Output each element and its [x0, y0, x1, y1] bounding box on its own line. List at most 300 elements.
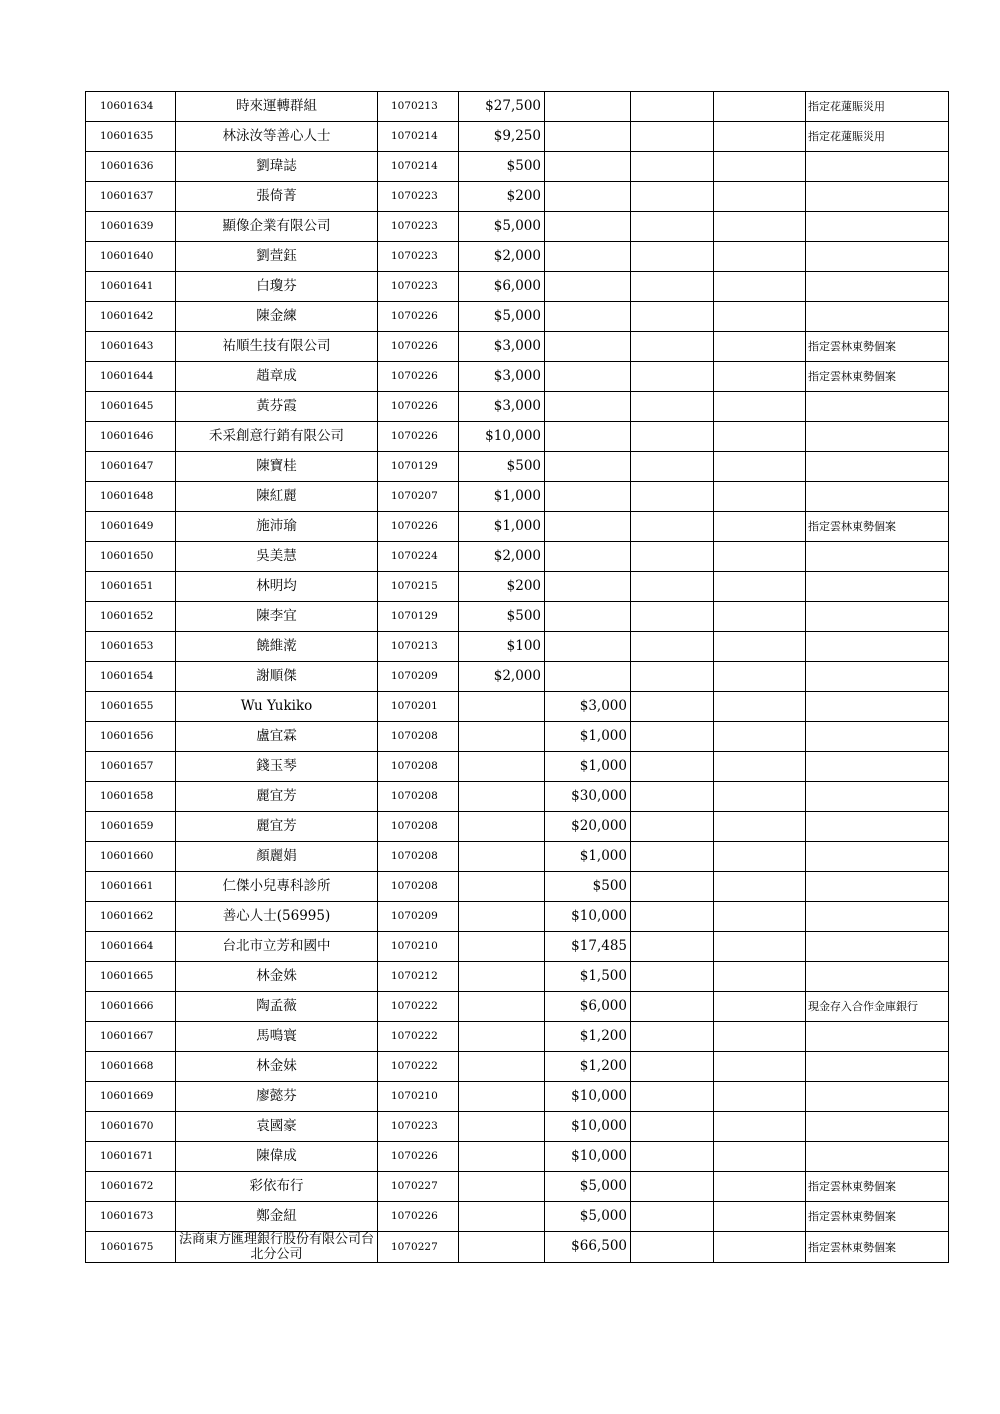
amount-cell-primary	[459, 1232, 545, 1263]
amount-cell-primary: $2,000	[459, 662, 545, 692]
empty-cell	[714, 182, 806, 212]
amount-cell-primary	[459, 992, 545, 1022]
donor-name-cell: 趙章成	[176, 362, 378, 392]
amount-cell-secondary: $1,500	[545, 962, 631, 992]
table-row	[86, 842, 949, 872]
receipt-number-cell: 10601653	[86, 632, 176, 662]
amount-cell-secondary: $3,000	[545, 692, 631, 722]
amount-cell-primary: $5,000	[459, 302, 545, 332]
note-cell: 指定花蓮賑災用	[806, 92, 949, 122]
empty-cell	[631, 392, 714, 422]
empty-cell	[631, 1202, 714, 1232]
table-row	[86, 152, 949, 182]
donor-name-cell: 陳偉成	[176, 1142, 378, 1172]
note-cell	[806, 572, 949, 602]
empty-cell	[714, 692, 806, 722]
note-cell	[806, 152, 949, 182]
note-cell	[806, 632, 949, 662]
empty-cell	[714, 1112, 806, 1142]
receipt-number-cell: 10601666	[86, 992, 176, 1022]
table-row	[86, 242, 949, 272]
amount-cell-primary	[459, 812, 545, 842]
donation-date-cell: 1070208	[378, 782, 459, 812]
donation-date-cell: 1070222	[378, 1022, 459, 1052]
empty-cell	[714, 662, 806, 692]
donor-name-cell: Wu Yukiko	[176, 692, 378, 722]
note-cell: 指定雲林東勢個案	[806, 332, 949, 362]
empty-cell	[631, 1232, 714, 1263]
empty-cell	[714, 1202, 806, 1232]
table-row	[86, 122, 949, 152]
empty-cell	[714, 992, 806, 1022]
donation-date-cell: 1070201	[378, 692, 459, 722]
empty-cell	[714, 902, 806, 932]
donation-date-cell: 1070214	[378, 152, 459, 182]
empty-cell	[631, 242, 714, 272]
table-row	[86, 1112, 949, 1142]
receipt-number-cell: 10601637	[86, 182, 176, 212]
amount-cell-primary	[459, 872, 545, 902]
empty-cell	[631, 992, 714, 1022]
receipt-number-cell: 10601657	[86, 752, 176, 782]
empty-cell	[631, 1112, 714, 1142]
empty-cell	[631, 632, 714, 662]
amount-cell-primary	[459, 1022, 545, 1052]
note-cell	[806, 1022, 949, 1052]
empty-cell	[714, 482, 806, 512]
amount-cell-secondary: $66,500	[545, 1232, 631, 1263]
table-row	[86, 332, 949, 362]
empty-cell	[631, 932, 714, 962]
donation-date-cell: 1070226	[378, 362, 459, 392]
amount-cell-secondary	[545, 362, 631, 392]
receipt-number-cell: 10601659	[86, 812, 176, 842]
amount-cell-primary: $3,000	[459, 392, 545, 422]
amount-cell-primary	[459, 842, 545, 872]
donor-name-cell: 林泳汝等善心人士	[176, 122, 378, 152]
donor-name-cell: 祐順生技有限公司	[176, 332, 378, 362]
amount-cell-secondary	[545, 332, 631, 362]
amount-cell-secondary	[545, 152, 631, 182]
donor-name-cell: 馬鳴寰	[176, 1022, 378, 1052]
empty-cell	[714, 302, 806, 332]
empty-cell	[714, 1022, 806, 1052]
empty-cell	[714, 152, 806, 182]
table-row	[86, 872, 949, 902]
table-row	[86, 662, 949, 692]
empty-cell	[714, 332, 806, 362]
donation-date-cell: 1070214	[378, 122, 459, 152]
empty-cell	[714, 542, 806, 572]
donor-name-cell: 謝順傑	[176, 662, 378, 692]
donor-name-cell: 劉萱鈺	[176, 242, 378, 272]
empty-cell	[714, 752, 806, 782]
amount-cell-secondary: $10,000	[545, 902, 631, 932]
note-cell	[806, 302, 949, 332]
table-row	[86, 1082, 949, 1112]
donor-name-cell: 時來運轉群組	[176, 92, 378, 122]
ledger-body	[86, 92, 949, 1263]
amount-cell-primary	[459, 692, 545, 722]
receipt-number-cell: 10601635	[86, 122, 176, 152]
amount-cell-secondary	[545, 542, 631, 572]
amount-cell-secondary: $500	[545, 872, 631, 902]
table-row	[86, 1022, 949, 1052]
note-cell: 指定花蓮賑災用	[806, 122, 949, 152]
note-cell: 指定雲林東勢個案	[806, 362, 949, 392]
empty-cell	[714, 1232, 806, 1263]
empty-cell	[631, 452, 714, 482]
empty-cell	[631, 542, 714, 572]
donation-date-cell: 1070213	[378, 632, 459, 662]
amount-cell-secondary: $30,000	[545, 782, 631, 812]
empty-cell	[714, 842, 806, 872]
receipt-number-cell: 10601648	[86, 482, 176, 512]
empty-cell	[631, 902, 714, 932]
donor-name-cell: 陳寶桂	[176, 452, 378, 482]
amount-cell-secondary	[545, 302, 631, 332]
note-cell	[806, 482, 949, 512]
donor-name-cell: 禾采創意行銷有限公司	[176, 422, 378, 452]
donor-name-cell: 袁國豪	[176, 1112, 378, 1142]
receipt-number-cell: 10601640	[86, 242, 176, 272]
donor-name-cell: 陶孟薇	[176, 992, 378, 1022]
amount-cell-primary: $2,000	[459, 542, 545, 572]
note-cell	[806, 722, 949, 752]
empty-cell	[631, 572, 714, 602]
donor-name-cell: 盧宜霖	[176, 722, 378, 752]
note-cell: 指定雲林東勢個案	[806, 1172, 949, 1202]
receipt-number-cell: 10601673	[86, 1202, 176, 1232]
empty-cell	[631, 1172, 714, 1202]
amount-cell-primary: $500	[459, 452, 545, 482]
note-cell	[806, 842, 949, 872]
donor-name-cell: 白瓊芬	[176, 272, 378, 302]
receipt-number-cell: 10601664	[86, 932, 176, 962]
empty-cell	[631, 152, 714, 182]
empty-cell	[714, 1172, 806, 1202]
receipt-number-cell: 10601656	[86, 722, 176, 752]
note-cell: 現金存入合作金庫銀行	[806, 992, 949, 1022]
donation-date-cell: 1070209	[378, 662, 459, 692]
amount-cell-primary	[459, 752, 545, 782]
donor-name-cell: 台北市立芳和國中	[176, 932, 378, 962]
donor-name-cell: 善心人士(56995)	[176, 902, 378, 932]
table-row	[86, 362, 949, 392]
receipt-number-cell: 10601636	[86, 152, 176, 182]
table-row	[86, 542, 949, 572]
amount-cell-secondary: $1,000	[545, 722, 631, 752]
receipt-number-cell: 10601651	[86, 572, 176, 602]
table-row	[86, 902, 949, 932]
donor-name-cell: 劉瑋誌	[176, 152, 378, 182]
donor-name-cell: 錢玉琴	[176, 752, 378, 782]
empty-cell	[631, 782, 714, 812]
empty-cell	[631, 602, 714, 632]
amount-cell-primary	[459, 932, 545, 962]
receipt-number-cell: 10601665	[86, 962, 176, 992]
donation-date-cell: 1070208	[378, 752, 459, 782]
donor-name-cell: 林明均	[176, 572, 378, 602]
receipt-number-cell: 10601641	[86, 272, 176, 302]
receipt-number-cell: 10601645	[86, 392, 176, 422]
donor-name-cell: 林金妹	[176, 1052, 378, 1082]
donor-name-cell: 麗宜芳	[176, 782, 378, 812]
receipt-number-cell: 10601650	[86, 542, 176, 572]
receipt-number-cell: 10601643	[86, 332, 176, 362]
donation-date-cell: 1070223	[378, 182, 459, 212]
receipt-number-cell: 10601647	[86, 452, 176, 482]
empty-cell	[631, 92, 714, 122]
donor-name-cell: 廖懿芬	[176, 1082, 378, 1112]
donation-date-cell: 1070223	[378, 242, 459, 272]
note-cell	[806, 752, 949, 782]
donor-name-cell: 法商東方匯理銀行股份有限公司台北分公司	[176, 1232, 378, 1263]
empty-cell	[631, 722, 714, 752]
donation-date-cell: 1070226	[378, 422, 459, 452]
note-cell	[806, 1142, 949, 1172]
empty-cell	[631, 422, 714, 452]
receipt-number-cell: 10601669	[86, 1082, 176, 1112]
empty-cell	[714, 722, 806, 752]
note-cell	[806, 1082, 949, 1112]
donation-date-cell: 1070210	[378, 1082, 459, 1112]
note-cell	[806, 1052, 949, 1082]
empty-cell	[714, 422, 806, 452]
donation-date-cell: 1070226	[378, 1202, 459, 1232]
amount-cell-secondary	[545, 632, 631, 662]
amount-cell-secondary: $1,200	[545, 1052, 631, 1082]
receipt-number-cell: 10601667	[86, 1022, 176, 1052]
amount-cell-primary: $200	[459, 572, 545, 602]
empty-cell	[714, 962, 806, 992]
note-cell	[806, 872, 949, 902]
donation-date-cell: 1070129	[378, 452, 459, 482]
receipt-number-cell: 10601671	[86, 1142, 176, 1172]
empty-cell	[631, 362, 714, 392]
note-cell	[806, 902, 949, 932]
table-row	[86, 962, 949, 992]
empty-cell	[631, 842, 714, 872]
amount-cell-primary: $500	[459, 152, 545, 182]
empty-cell	[631, 182, 714, 212]
empty-cell	[714, 92, 806, 122]
note-cell: 指定雲林東勢個案	[806, 512, 949, 542]
empty-cell	[714, 392, 806, 422]
amount-cell-secondary	[545, 512, 631, 542]
empty-cell	[714, 632, 806, 662]
amount-cell-primary: $100	[459, 632, 545, 662]
table-row	[86, 212, 949, 242]
amount-cell-primary: $27,500	[459, 92, 545, 122]
donor-name-cell: 仁傑小兒專科診所	[176, 872, 378, 902]
amount-cell-secondary	[545, 212, 631, 242]
donation-date-cell: 1070226	[378, 392, 459, 422]
donation-date-cell: 1070227	[378, 1232, 459, 1263]
empty-cell	[714, 212, 806, 242]
donation-date-cell: 1070209	[378, 902, 459, 932]
note-cell	[806, 272, 949, 302]
note-cell	[806, 662, 949, 692]
donor-name-cell: 吳美慧	[176, 542, 378, 572]
table-row	[86, 1172, 949, 1202]
amount-cell-secondary	[545, 482, 631, 512]
table-row	[86, 572, 949, 602]
amount-cell-primary: $10,000	[459, 422, 545, 452]
donation-date-cell: 1070226	[378, 1142, 459, 1172]
amount-cell-primary	[459, 902, 545, 932]
donation-date-cell: 1070226	[378, 302, 459, 332]
donation-date-cell: 1070208	[378, 842, 459, 872]
donor-name-cell: 饒維漧	[176, 632, 378, 662]
empty-cell	[631, 812, 714, 842]
receipt-number-cell: 10601634	[86, 92, 176, 122]
amount-cell-primary	[459, 1172, 545, 1202]
table-row	[86, 272, 949, 302]
empty-cell	[631, 662, 714, 692]
note-cell	[806, 182, 949, 212]
donation-date-cell: 1070208	[378, 722, 459, 752]
table-row	[86, 1202, 949, 1232]
amount-cell-secondary	[545, 392, 631, 422]
amount-cell-primary	[459, 722, 545, 752]
note-cell	[806, 422, 949, 452]
donation-date-cell: 1070213	[378, 92, 459, 122]
donation-date-cell: 1070129	[378, 602, 459, 632]
receipt-number-cell: 10601668	[86, 1052, 176, 1082]
receipt-number-cell: 10601649	[86, 512, 176, 542]
receipt-number-cell: 10601646	[86, 422, 176, 452]
receipt-number-cell: 10601661	[86, 872, 176, 902]
receipt-number-cell: 10601660	[86, 842, 176, 872]
table-row	[86, 392, 949, 422]
table-row	[86, 452, 949, 482]
amount-cell-primary	[459, 782, 545, 812]
table-row	[86, 722, 949, 752]
empty-cell	[631, 692, 714, 722]
amount-cell-secondary	[545, 662, 631, 692]
donor-name-cell: 施沛瑜	[176, 512, 378, 542]
donation-date-cell: 1070223	[378, 212, 459, 242]
empty-cell	[714, 872, 806, 902]
donation-ledger-table	[85, 91, 949, 1263]
amount-cell-primary: $9,250	[459, 122, 545, 152]
receipt-number-cell: 10601654	[86, 662, 176, 692]
note-cell	[806, 692, 949, 722]
amount-cell-secondary: $1,000	[545, 842, 631, 872]
amount-cell-secondary	[545, 422, 631, 452]
receipt-number-cell: 10601658	[86, 782, 176, 812]
table-row	[86, 422, 949, 452]
empty-cell	[714, 1052, 806, 1082]
receipt-number-cell: 10601662	[86, 902, 176, 932]
amount-cell-secondary: $5,000	[545, 1202, 631, 1232]
empty-cell	[631, 1052, 714, 1082]
empty-cell	[631, 1142, 714, 1172]
donor-name-cell: 張倚菁	[176, 182, 378, 212]
table-row	[86, 782, 949, 812]
note-cell	[806, 392, 949, 422]
receipt-number-cell: 10601670	[86, 1112, 176, 1142]
note-cell	[806, 962, 949, 992]
table-row	[86, 692, 949, 722]
amount-cell-secondary	[545, 242, 631, 272]
donation-date-cell: 1070222	[378, 1052, 459, 1082]
empty-cell	[714, 512, 806, 542]
note-cell	[806, 452, 949, 482]
empty-cell	[714, 572, 806, 602]
amount-cell-primary: $6,000	[459, 272, 545, 302]
amount-cell-secondary: $17,485	[545, 932, 631, 962]
amount-cell-primary	[459, 1052, 545, 1082]
note-cell	[806, 542, 949, 572]
table-row	[86, 182, 949, 212]
empty-cell	[631, 512, 714, 542]
amount-cell-primary: $1,000	[459, 512, 545, 542]
note-cell	[806, 812, 949, 842]
donation-date-cell: 1070222	[378, 992, 459, 1022]
donor-name-cell: 麗宜芳	[176, 812, 378, 842]
donation-date-cell: 1070227	[378, 1172, 459, 1202]
table-row	[86, 1232, 949, 1263]
empty-cell	[631, 752, 714, 782]
empty-cell	[631, 962, 714, 992]
receipt-number-cell: 10601652	[86, 602, 176, 632]
amount-cell-secondary	[545, 452, 631, 482]
empty-cell	[631, 332, 714, 362]
empty-cell	[714, 272, 806, 302]
table-row	[86, 1052, 949, 1082]
donation-date-cell: 1070208	[378, 812, 459, 842]
receipt-number-cell: 10601644	[86, 362, 176, 392]
donation-date-cell: 1070207	[378, 482, 459, 512]
empty-cell	[631, 272, 714, 302]
table-row	[86, 632, 949, 662]
receipt-number-cell: 10601642	[86, 302, 176, 332]
amount-cell-primary: $2,000	[459, 242, 545, 272]
amount-cell-secondary	[545, 602, 631, 632]
amount-cell-secondary: $10,000	[545, 1112, 631, 1142]
donation-date-cell: 1070210	[378, 932, 459, 962]
donor-name-cell: 彩依布行	[176, 1172, 378, 1202]
amount-cell-secondary: $6,000	[545, 992, 631, 1022]
receipt-number-cell: 10601675	[86, 1232, 176, 1263]
empty-cell	[631, 482, 714, 512]
table-row	[86, 302, 949, 332]
amount-cell-primary	[459, 1202, 545, 1232]
donation-date-cell: 1070223	[378, 272, 459, 302]
amount-cell-primary: $3,000	[459, 362, 545, 392]
empty-cell	[714, 1082, 806, 1112]
empty-cell	[714, 1142, 806, 1172]
empty-cell	[714, 122, 806, 152]
donor-name-cell: 陳紅麗	[176, 482, 378, 512]
donation-date-cell: 1070212	[378, 962, 459, 992]
donor-name-cell: 鄭金紐	[176, 1202, 378, 1232]
donation-date-cell: 1070208	[378, 872, 459, 902]
note-cell	[806, 932, 949, 962]
amount-cell-primary: $1,000	[459, 482, 545, 512]
donor-name-cell: 陳李宜	[176, 602, 378, 632]
empty-cell	[631, 872, 714, 902]
note-cell	[806, 782, 949, 812]
empty-cell	[631, 302, 714, 332]
empty-cell	[631, 122, 714, 152]
donation-date-cell: 1070224	[378, 542, 459, 572]
amount-cell-secondary	[545, 122, 631, 152]
table-row	[86, 812, 949, 842]
donation-date-cell: 1070226	[378, 512, 459, 542]
